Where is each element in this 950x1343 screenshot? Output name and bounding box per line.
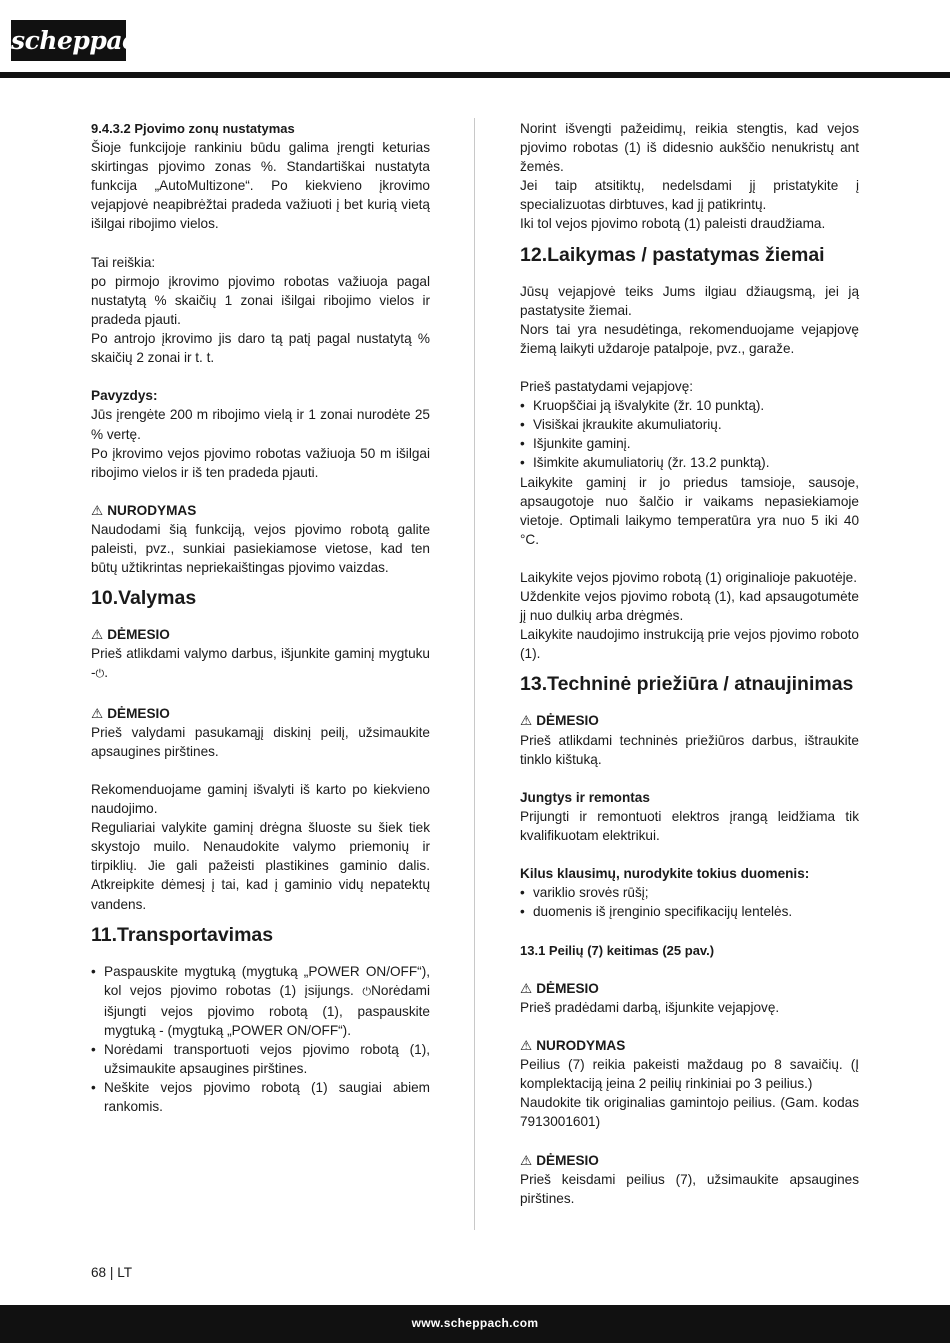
language-code: LT bbox=[117, 1265, 133, 1280]
section-number: 13. bbox=[520, 673, 548, 696]
caution-label: DĖMESIO bbox=[107, 705, 170, 721]
list-item: • variklio srovės rūšį; bbox=[520, 883, 859, 902]
paragraph: Naudodami šią funkciją, vejos pjovimo robotą galite paleisti, pvz., sunkiai pasiekiamose vietose, kad ten būtų užtikrintas nepriekaištingas pjovimo vaizdas. bbox=[91, 521, 430, 576]
caution-heading bbox=[520, 711, 859, 730]
section-title: Techninė priežiūra / atnaujinimas bbox=[547, 673, 854, 696]
paragraph: po pirmojo įkrovimo pjovimo robotas važiuoja pagal nustatytą % skaičių 1 zonai išilgai ribojimo vielos ir pradeda pjauti. bbox=[91, 273, 430, 327]
list-item: • Išjunkite gaminį. bbox=[520, 434, 859, 453]
section-number: 10. bbox=[91, 587, 119, 610]
storage-list bbox=[520, 396, 859, 472]
caution-label: DĖMESIO bbox=[536, 1152, 599, 1168]
warning-triangle-icon: ⚠ bbox=[520, 1152, 533, 1168]
footer-bar bbox=[0, 1305, 950, 1343]
column-divider bbox=[474, 118, 475, 1230]
paragraph: Peilius (7) reikia pakeisti maždaug po 8 savaičių. (Į komplektaciją įeina 2 peilių rinkiniai po 3 peilius.) bbox=[520, 1057, 859, 1092]
list-item: • Norėdami transportuoti vejos pjovimo robotą (1), užsimaukite apsaugines pirštines. bbox=[91, 1040, 430, 1078]
paragraph: Nors tai yra nesudėtinga, rekomenduojame vejapjovę žiemą laikyti uždaroje patalpoje, pvz., garaže. bbox=[520, 321, 859, 356]
list-item: • Paspauskite mygtuką (mygtuką „POWER ON/OFF“), kol vejos pjovimo robotas (1) įsijungs. ⏻Norėdami išjungti vejos pjovimo robotą (1), paspauskite mygtuką - (mygtuką „POWER ON/OFF“). bbox=[91, 962, 430, 1040]
transport-list bbox=[91, 962, 430, 1117]
list-item: • Neškite vejos pjovimo robotą (1) saugiai abiem rankomis. bbox=[91, 1078, 430, 1116]
warning-triangle-icon: ⚠ bbox=[520, 980, 533, 996]
paragraph: Prieš pradėdami darbą, išjunkite vejapjovę. bbox=[520, 999, 780, 1015]
section-11-heading bbox=[91, 923, 430, 947]
section-13-heading bbox=[520, 672, 859, 696]
paragraph: Laikykite gaminį ir jo priedus tamsioje, sausoje, apsaugotoje nuo šalčio ir vaikams nepasiekiamoje vietoje. Optimali laikymo temperatūra yra nuo 5 iki 40 °C. bbox=[520, 474, 859, 547]
connections-title: Jungtys ir remontas bbox=[520, 789, 650, 805]
warning-triangle-icon: ⚠ bbox=[91, 705, 104, 721]
caution-label: DĖMESIO bbox=[536, 713, 599, 729]
list-item: • Kruopščiai ją išvalykite (žr. 10 punktą). bbox=[520, 396, 859, 415]
warning-triangle-icon: ⚠ bbox=[91, 502, 104, 518]
paragraph: Prieš valydami pasukamąjį diskinį peilį, užsimaukite apsaugines pirštines. bbox=[91, 724, 430, 759]
list-item: • Visiškai įkraukite akumuliatorių. bbox=[520, 415, 859, 434]
paragraph: Uždenkite vejos pjovimo robotą (1), kad apsaugotumėte jį nuo dulkių arba drėgmės. bbox=[520, 589, 859, 624]
paragraph: Rekomenduojame gaminį išvalyti iš karto po kiekvieno naudojimo. bbox=[91, 782, 430, 817]
paragraph: Norint išvengti pažeidimų, reikia stengtis, kad vejos pjovimo robotas (1) iš didesnio aukščio nenukristų ant žemės. bbox=[520, 121, 859, 175]
warning-triangle-icon: ⚠ bbox=[520, 713, 533, 729]
section-number: 12. bbox=[520, 243, 548, 266]
paragraph: Laikykite vejos pjovimo robotą (1) originalioje pakuotėje. bbox=[520, 569, 858, 585]
power-icon: ⏻ bbox=[95, 668, 105, 681]
list-item: • duomenis iš įrenginio specifikacijų lentelės. bbox=[520, 902, 859, 921]
list-item: • Išimkite akumuliatorių (žr. 13.2 punktą). bbox=[520, 453, 859, 472]
caution-heading bbox=[91, 625, 430, 644]
section-number: 11. bbox=[91, 923, 118, 946]
note-heading bbox=[520, 1036, 859, 1055]
section-12-heading bbox=[520, 243, 859, 267]
questions-title: Kilus klausimų, nurodykite tokius duomenis: bbox=[520, 866, 810, 882]
caution-label: DĖMESIO bbox=[107, 627, 170, 643]
page-separator: | bbox=[109, 1265, 114, 1280]
caution-label: DĖMESIO bbox=[536, 980, 599, 996]
paragraph: Laikykite naudojimo instrukciją prie vejos pjovimo roboto (1). bbox=[520, 627, 859, 662]
left-column bbox=[91, 119, 430, 1116]
header-rule bbox=[0, 72, 950, 78]
warning-triangle-icon: ⚠ bbox=[520, 1038, 533, 1054]
website-link[interactable]: www.scheppach.com bbox=[411, 1316, 539, 1330]
paragraph: Prieš keisdami peilius (7), užsimaukite apsaugines pirštines. bbox=[520, 1171, 859, 1206]
paragraph: Prieš atlikdami techninės priežiūros darbus, ištraukite tinklo kištuką. bbox=[520, 732, 859, 767]
section-131-title: 13.1 Peilių (7) keitimas (25 pav.) bbox=[520, 942, 715, 958]
section-9432-title: 9.4.3.2 Pjovimo zonų nustatymas bbox=[91, 121, 295, 136]
paragraph: Tai reiškia: bbox=[91, 254, 156, 270]
paragraph: Po įkrovimo vejos pjovimo robotas važiuoja 50 m išilgai ribojimo vielos ir iš ten pradeda pjauti. bbox=[91, 445, 430, 480]
paragraph: Prijungti ir remontuoti elektros įrangą leidžiama tik kvalifikuotam elektrikui. bbox=[520, 808, 859, 843]
page-number: 68 | LT bbox=[91, 1265, 133, 1280]
paragraph: Prieš atlikdami valymo darbus, išjunkite gaminį mygtuku -⏻. bbox=[91, 644, 430, 684]
warning-triangle-icon: ⚠ bbox=[91, 627, 104, 643]
paragraph: Jei taip atsitiktų, nedelsdami jį pristatykite į specializuotas dirbtuves, kad jį patikrintų. bbox=[520, 178, 859, 213]
questions-list bbox=[520, 883, 859, 921]
caution-heading bbox=[520, 979, 859, 998]
example-title: Pavyzdys: bbox=[91, 388, 158, 404]
paragraph: Naudokite tik originalias gamintojo peilius. (Gam. kodas 7913001601) bbox=[520, 1095, 859, 1130]
section-title: Transportavimas bbox=[117, 923, 274, 946]
right-column bbox=[520, 119, 859, 1208]
note-label: NURODYMAS bbox=[107, 502, 197, 518]
caution-heading bbox=[91, 704, 430, 723]
brand-logo: scheppach bbox=[11, 20, 126, 61]
note-label: NURODYMAS bbox=[536, 1038, 626, 1054]
paragraph: Jūsų vejapjovė teiks Jums ilgiau džiaugsmą, jei ją pastatysite žiemai. bbox=[520, 283, 859, 318]
caution-heading bbox=[520, 1151, 859, 1170]
paragraph: Iki tol vejos pjovimo robotą (1) paleisti draudžiama. bbox=[520, 216, 826, 232]
paragraph: Prieš pastatydami vejapjovę: bbox=[520, 379, 694, 395]
section-10-heading bbox=[91, 586, 430, 610]
section-title: Valymas bbox=[118, 587, 197, 610]
paragraph: Reguliariai valykite gaminį drėgna šluoste su šiek tiek skystojo muilo. Nenaudokite valymo priemonių ir tirpiklių. Jie gali pažeisti plastikines gaminio dalis. Atkreipkite dėmesį į tai, kad į gaminio vidų nepatektų vandens. bbox=[91, 820, 430, 912]
power-icon: ⏻ bbox=[362, 985, 372, 998]
paragraph: Šioje funkcijoje rankiniu būdu galima įrengti keturias skirtingas pjovimo zonas %. Standartiškai nustatyta funkcija „AutoMultizone“. Po kiekvieno įkrovimo vejapjovė neapibrėžtai pradeda važiuoti į bet kurią vietą išilgai ribojimo vielos. bbox=[91, 140, 430, 232]
note-heading bbox=[91, 501, 430, 520]
section-title: Laikymas / pastatymas žiemai bbox=[547, 243, 825, 266]
paragraph: Jūs įrengėte 200 m ribojimo vielą ir 1 zonai nurodėte 25 % vertę. bbox=[91, 407, 430, 442]
paragraph: Po antrojo įkrovimo jis daro tą patį pagal nustatytą % skaičių 2 zonai ir t. t. bbox=[91, 331, 430, 366]
